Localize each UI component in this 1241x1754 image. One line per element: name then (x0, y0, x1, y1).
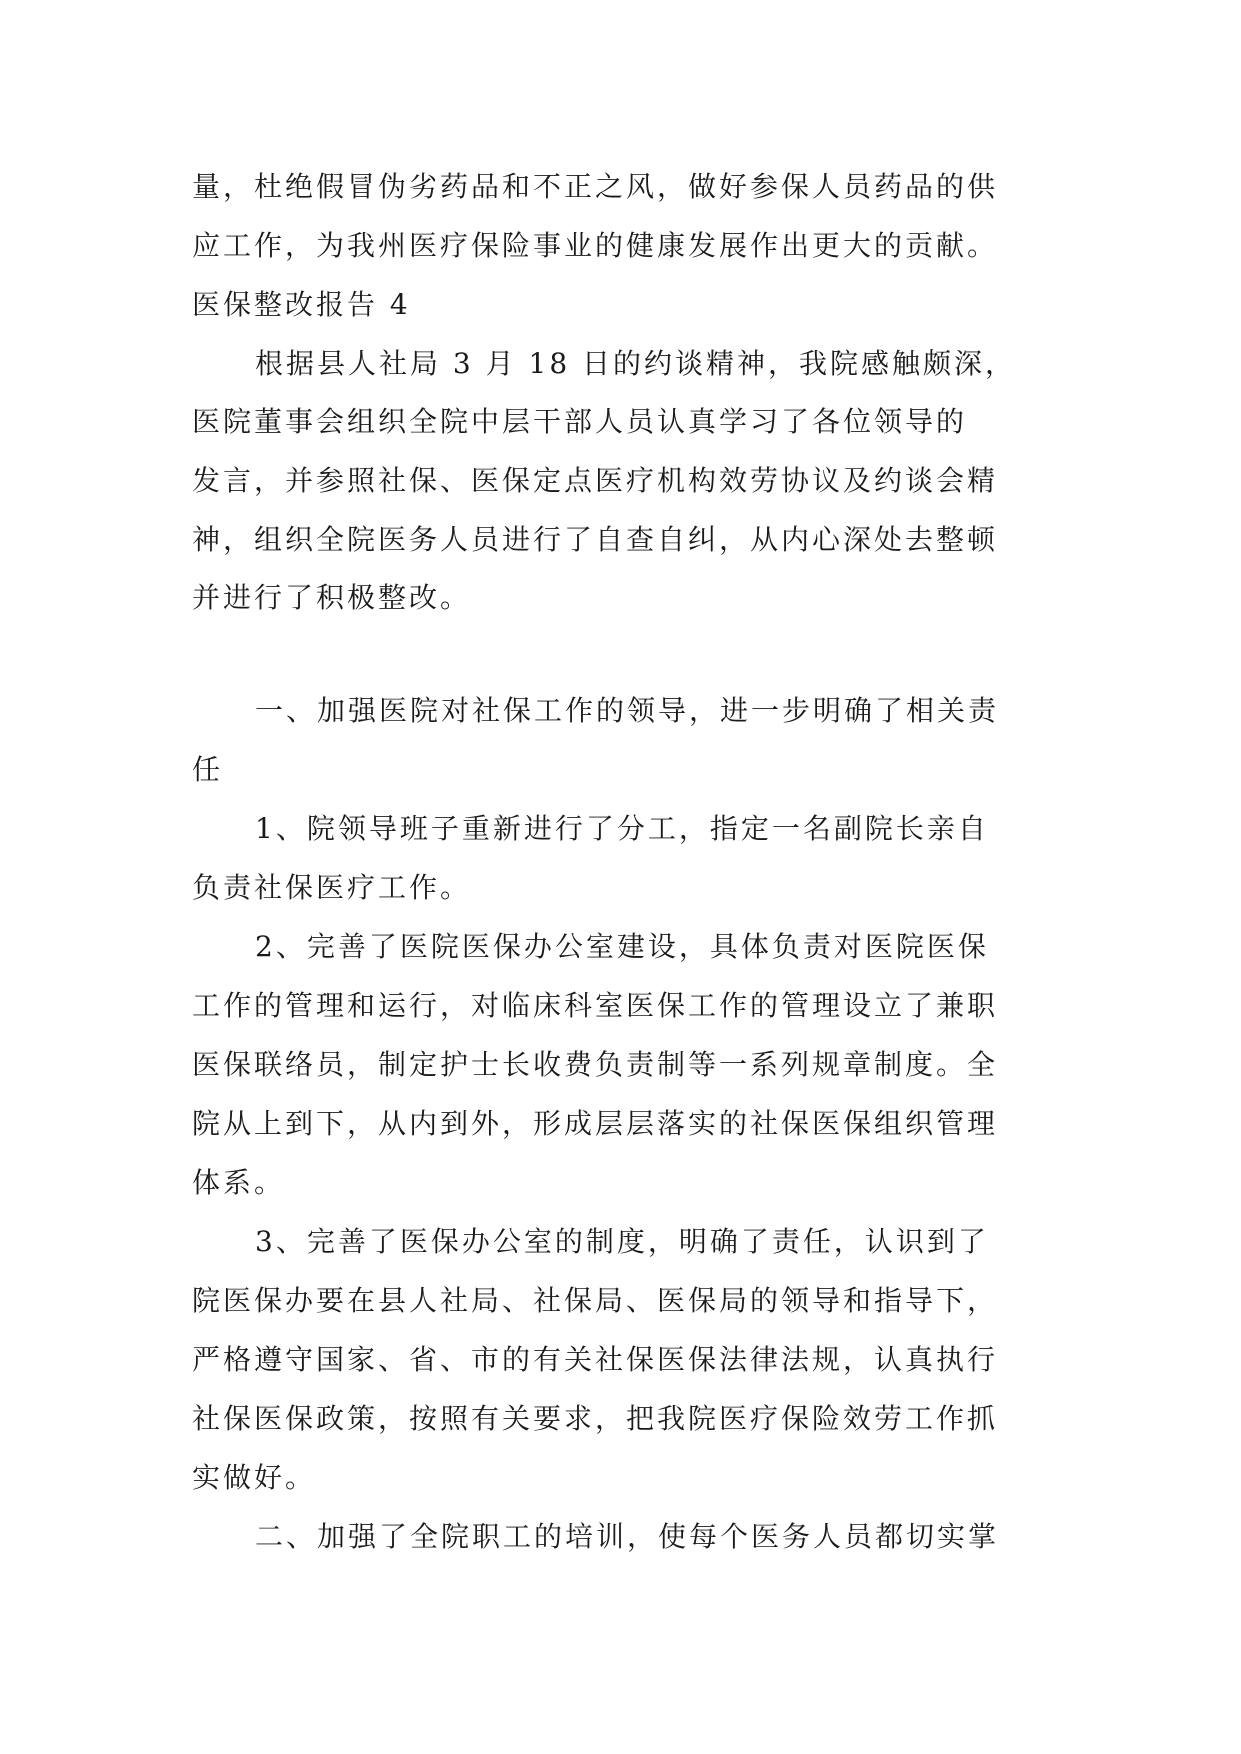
text-line: 1、院领导班子重新进行了分工，指定一名副院长亲自 (255, 812, 989, 845)
text-line: 院医保办要在县人社局、社保局、医保局的领导和指导下， (192, 1284, 999, 1317)
text-line: 根据县人社局 3 月 18 日的约谈精神，我院感触颇深， (255, 347, 1017, 380)
text-line: 医保联络员，制定护士长收费负责制等一系列规章制度。全 (192, 1048, 999, 1081)
text-line: 量，杜绝假冒伪劣药品和不正之风，做好参保人员药品的供 (192, 170, 999, 203)
text-line: 3、完善了医保办公室的制度，明确了责任，认识到了 (255, 1225, 989, 1258)
text-line: 体系。 (192, 1166, 286, 1199)
text-line: 实做好。 (192, 1461, 317, 1494)
section-heading: 医保整改报告 4 (192, 288, 411, 321)
text-line: 发言，并参照社保、医保定点医疗机构效劳协议及约谈会精 (192, 464, 999, 497)
text-line: 社保医保政策，按照有关要求，把我院医疗保险效劳工作抓 (192, 1402, 999, 1435)
text-line: 负责社保医疗工作。 (192, 871, 472, 904)
text-line: 二、加强了全院职工的培训，使每个医务人员都切实掌 (255, 1520, 1000, 1553)
text-line: 2、完善了医院医保办公室建设，具体负责对医院医保 (255, 930, 989, 963)
text-line: 并进行了积极整改。 (192, 581, 472, 614)
text-line: 应工作，为我州医疗保险事业的健康发展作出更大的贡献。 (192, 229, 999, 262)
text-line: 任 (192, 753, 224, 786)
text-line: 神，组织全院医务人员进行了自查自纠，从内心深处去整顿 (192, 523, 999, 556)
text-line: 一、加强医院对社保工作的领导，进一步明确了相关责 (255, 694, 1000, 727)
text-line: 严格遵守国家、省、市的有关社保医保法律法规，认真执行 (192, 1343, 999, 1376)
text-line: 医院董事会组织全院中层干部人员认真学习了各位领导的 (192, 405, 968, 438)
text-line: 院从上到下，从内到外，形成层层落实的社保医保组织管理 (192, 1107, 999, 1140)
text-line: 工作的管理和运行，对临床科室医保工作的管理设立了兼职 (192, 989, 999, 1022)
